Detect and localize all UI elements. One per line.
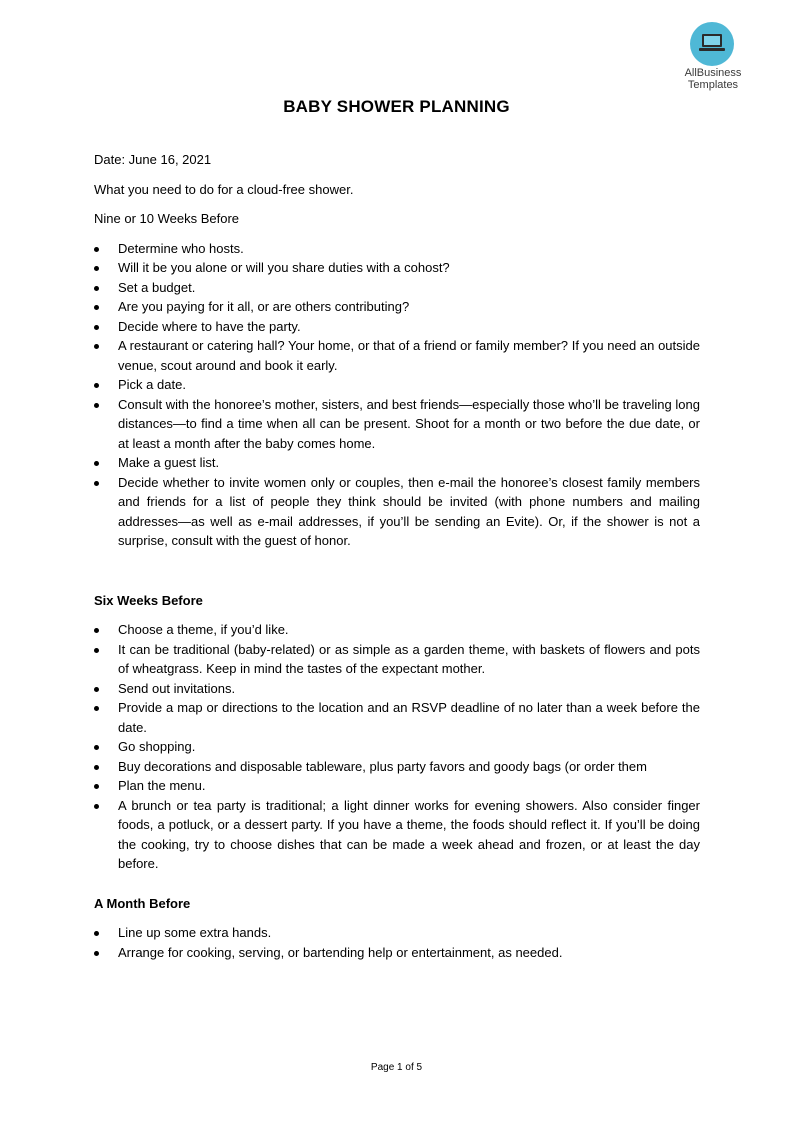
list-item (94, 258, 700, 278)
list-item (94, 923, 700, 943)
bullet-icon (94, 461, 99, 466)
list-item (94, 317, 700, 337)
section-month-before-heading: A Month Before (94, 895, 191, 911)
list-item (94, 297, 700, 317)
month-before-list (94, 923, 700, 962)
list-item-text: Decide whether to invite women only or couples, then e-mail the honoree’s closest family members and friends for a list of people they think should be invited (with phone numbers and mailing addresses—as well as e-mail addresses, if you’ll be sending an Evite). Or, if the shower is not a surprise, consult with the guest of honor. (118, 474, 700, 548)
list-item-text: Provide a map or directions to the location and an RSVP deadline of no later than a week before the date. (118, 700, 700, 735)
logo-line-2: Templates (687, 79, 739, 91)
logo-text (672, 67, 754, 91)
bullet-icon (94, 344, 99, 349)
list-item-text: Go shopping. (118, 739, 196, 754)
list-item-text: Are you paying for it all, or are others contributing? (118, 299, 410, 314)
page-footer: Page 1 of 5 (370, 1062, 423, 1073)
list-item-text: Pick a date. (118, 377, 186, 392)
bullet-icon (94, 247, 99, 252)
list-item-text: Buy decorations and disposable tableware, plus party favors and goody bags (or order them (118, 758, 647, 774)
date-line: Date: June 16, 2021 (94, 152, 212, 167)
list-item (94, 640, 700, 679)
list-item (94, 620, 700, 640)
list-item (94, 239, 700, 259)
list-item (94, 453, 700, 473)
bullet-icon (94, 481, 99, 486)
section-six-weeks-heading: Six Weeks Before (94, 592, 203, 608)
list-item-text: A brunch or tea party is traditional; a light dinner works for evening showers. Also consider finger foods, a potluck, or a dessert party. If you have a theme, the foods should reflect it. If you’ll be doing the cooking, try to choose dishes that can be made a week ahead and frozen, or at least the day before. (118, 797, 700, 871)
section-nine-weeks-label: Nine or 10 Weeks Before (94, 211, 239, 226)
intro-text: What you need to do for a cloud-free shower. (94, 181, 354, 197)
bullet-icon (94, 628, 99, 633)
list-item-text: Plan the menu. (118, 778, 206, 793)
nine-weeks-list (94, 239, 700, 551)
list-item-text: It can be traditional (baby-related) or as simple as a garden theme, with baskets of flowers and pots of wheatgrass. Keep in mind the tastes of the expectant mother. (118, 641, 700, 676)
bullet-icon (94, 305, 99, 310)
list-item (94, 395, 700, 454)
list-item (94, 698, 700, 737)
bullet-icon (94, 765, 99, 770)
page-title: BABY SHOWER PLANNING (283, 97, 510, 116)
list-item (94, 737, 700, 757)
document-body (94, 150, 700, 962)
list-item-text: Make a guest list. (118, 455, 220, 470)
list-item-text: Arrange for cooking, serving, or bartending help or entertainment, as needed. (118, 944, 563, 960)
list-item-text: Choose a theme, if you’d like. (118, 622, 289, 637)
bullet-icon (94, 706, 99, 711)
list-item (94, 473, 700, 551)
spacer (94, 874, 700, 894)
logo-line-1: AllBusiness (684, 67, 742, 79)
list-item-text: Determine who hosts. (118, 240, 244, 256)
laptop-icon (690, 22, 734, 66)
bullet-icon (94, 648, 99, 653)
list-item (94, 757, 700, 777)
bullet-icon (94, 804, 99, 809)
list-item-text: Consult with the honoree’s mother, sisters, and best friends—especially those who’ll be traveling long distances—to find a time when all can be present. Shoot for a month or two before the due date, or at least a month after the baby comes home. (118, 396, 700, 451)
list-item-text: A restaurant or catering hall? Your home, or that of a friend or family member? If you need an outside venue, scout around and book it early. (118, 338, 700, 373)
list-item-text: Send out invitations. (118, 680, 236, 696)
bullet-icon (94, 687, 99, 692)
list-item-text: Will it be you alone or will you share duties with a cohost? (118, 260, 450, 275)
bullet-icon (94, 266, 99, 271)
bullet-icon (94, 403, 99, 408)
bullet-icon (94, 286, 99, 291)
bullet-icon (94, 325, 99, 330)
list-item-text: Set a budget. (118, 279, 196, 295)
bullet-icon (94, 951, 99, 956)
list-item (94, 776, 700, 796)
allbusiness-templates-logo (672, 22, 758, 94)
bullet-icon (94, 383, 99, 388)
six-weeks-list (94, 620, 700, 874)
list-item-text: Line up some extra hands. (118, 925, 272, 940)
spacer (94, 551, 700, 591)
list-item-text: Decide where to have the party. (118, 318, 301, 334)
list-item (94, 336, 700, 375)
list-item (94, 796, 700, 874)
bullet-icon (94, 784, 99, 789)
list-item (94, 375, 700, 395)
bullet-icon (94, 931, 99, 936)
list-item (94, 943, 700, 963)
list-item (94, 679, 700, 699)
bullet-icon (94, 745, 99, 750)
list-item (94, 278, 700, 298)
